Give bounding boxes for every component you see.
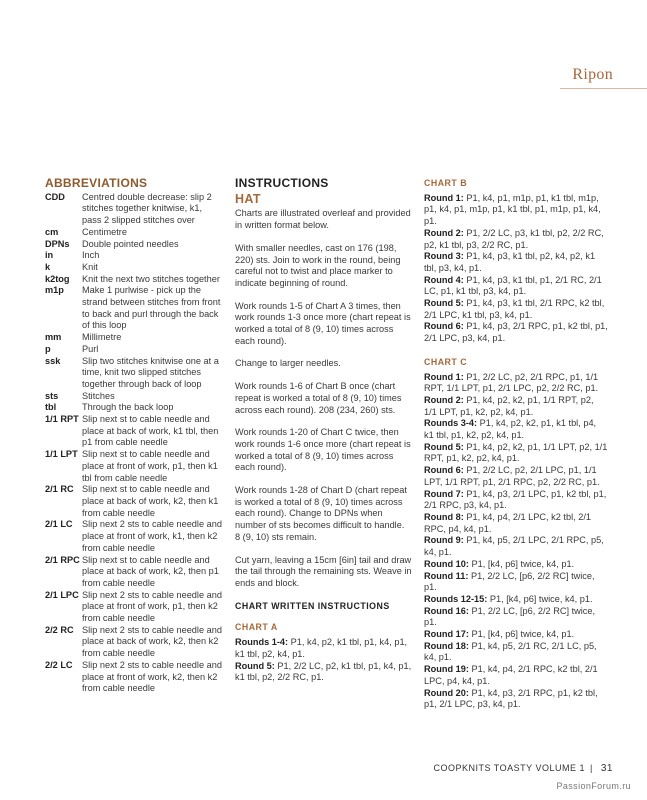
- instruction-paragraph: Change to larger needles.: [235, 358, 341, 369]
- abbreviation-term: CDD: [45, 191, 65, 202]
- round-label: Round 17:: [424, 629, 469, 640]
- round-text: P1, [k4, p6] twice, k4, p1.: [489, 593, 593, 604]
- chart-round: [424, 395, 608, 418]
- chart-round: [235, 661, 412, 684]
- round-text: P1, 2/2 LC, p2, 2/1 LPC, p1, 1/1 LPT, 1/1 RPT, p1, 2/1 RPC, p2, 2/2 RC, p1.: [424, 465, 600, 487]
- instruction-paragraph: Work rounds 1-20 of Chart C twice, then work rounds 1-6 once more (chart repeat is worked a total of 8 (9, 10) times across each round).: [235, 427, 411, 473]
- chart-round: [424, 251, 608, 274]
- chart-a-heading: CHART A: [235, 622, 278, 633]
- round-text: P1, 2/2 LC, p2, 2/1 RPC, p1, 1/1 RPT, 1/1 LPT, p1, 2/1 LPC, p2, 2/2 RC, p1.: [424, 371, 599, 394]
- abbreviation-term: 2/1 LC: [45, 519, 73, 530]
- chart-written-heading: CHART WRITTEN INSTRUCTIONS: [235, 600, 390, 611]
- round-label: Round 5:: [424, 298, 464, 309]
- instruction-paragraph: Work rounds 1-6 of Chart B once (chart repeat is worked a total of 8 (9, 10) times across each round). 208 (234, 260) sts.: [235, 381, 402, 415]
- page-number: 31: [600, 763, 613, 774]
- round-label: Rounds 12-15:: [424, 593, 488, 604]
- round-label: Rounds 1-4:: [235, 637, 289, 648]
- chart-round: [424, 298, 608, 321]
- round-label: Round 8:: [424, 511, 464, 522]
- chart-c-rounds: [424, 372, 608, 711]
- instruction-paragraph: Work rounds 1-5 of Chart A 3 times, then work rounds 1-3 once more (chart repeat is worked a total of 8 (9, 10) times across each round).: [235, 300, 411, 346]
- round-label: Round 10:: [424, 558, 469, 569]
- abbreviation-term: 1/1 LPT: [45, 449, 78, 460]
- round-text: P1, k4, p3, k1 tbl, p1, 2/1 RC, 2/1 LC, p1, k1 tbl, p3, k4, p1.: [424, 274, 602, 297]
- round-text: P1, k4, p3, 2/1 LPC, p1, k2 tbl, p1, 2/1 RPC, p3, k4, p1.: [424, 488, 607, 511]
- chart-b-heading: CHART B: [424, 178, 468, 188]
- abbreviation-definition: Double pointed needles: [82, 238, 179, 249]
- page-title: Ripon: [572, 66, 613, 83]
- chart-round: [424, 664, 608, 687]
- abbreviation-term: 2/1 LPC: [45, 589, 79, 600]
- chart-round: [424, 465, 608, 488]
- chart-round: [424, 442, 608, 465]
- round-text: P1, 2/2 LC, [p6, 2/2 RC] twice, p1.: [424, 570, 595, 593]
- abbreviation-row: [45, 239, 223, 251]
- round-label: Round 7:: [424, 488, 464, 499]
- abbreviations-column: [45, 178, 223, 695]
- chart-round: [424, 559, 608, 571]
- round-text: P1, k4, p2, k2, p1, 1/1 LPT, p2, 1/1 RPT, p1, k2, p2, k4, p1.: [424, 441, 608, 464]
- round-text: P1, k4, p5, 2/1 RC, 2/1 LC, p5, k4, p1.: [424, 640, 597, 663]
- round-text: P1, k4, p3, k1 tbl, 2/1 RPC, k2 tbl, 2/1 LPC, k1 tbl, p3, k4, p1.: [424, 298, 605, 320]
- abbreviation-row: [45, 227, 223, 239]
- abbreviation-row: [45, 484, 223, 519]
- round-label: Round 1:: [424, 192, 464, 203]
- abbreviation-definition: Slip next st to cable needle and place at back of work, k2, then k1 from cable needle: [82, 484, 219, 518]
- chart-round: [424, 275, 608, 298]
- abbreviation-definition: Slip next 2 sts to cable needle and place at front of work, k1, then k2 from cable needle: [82, 519, 222, 553]
- abbreviation-term: m1p: [45, 285, 64, 296]
- watermark: PassionForum.ru: [556, 781, 631, 791]
- chart-b-rounds: [424, 193, 608, 345]
- abbreviation-term: ssk: [45, 355, 61, 366]
- abbreviation-term: in: [45, 250, 54, 261]
- instruction-paragraphs: [235, 208, 412, 589]
- instruction-paragraph: Cut yarn, leaving a 15cm [6in] tail and draw the tail through the remaining sts. Weave in ends and block.: [235, 554, 412, 588]
- round-label: Round 9:: [424, 535, 464, 546]
- round-label: Round 4:: [424, 274, 464, 285]
- round-label: Rounds 3-4:: [424, 418, 478, 429]
- chart-round: [424, 629, 608, 641]
- round-label: Round 16:: [424, 605, 469, 616]
- abbreviation-definition: Knit the next two stitches together: [82, 273, 220, 284]
- chart-round: [424, 372, 608, 395]
- abbreviation-row: [45, 590, 223, 625]
- abbreviation-definition: Through the back loop: [82, 402, 174, 413]
- abbreviation-row: [45, 332, 223, 344]
- abbreviation-row: [45, 402, 223, 414]
- chart-round: [424, 418, 608, 441]
- round-text: P1, k4, p2, k1 tbl, p1, k4, p1, k1 tbl, p2, k4, p1.: [235, 637, 408, 659]
- abbreviation-row: [45, 449, 223, 484]
- abbreviation-row: [45, 519, 223, 554]
- chart-round: [424, 228, 608, 251]
- instruction-paragraph: Work rounds 1-28 of Chart D (chart repeat is worked a total of 8 (9, 10) times across each round). Change to DPNs when number of sts becomes difficult to handle. 8 (9, 10) sts remain.: [235, 485, 407, 542]
- round-label: Round 5:: [424, 441, 464, 452]
- round-label: Round 18:: [424, 640, 469, 651]
- abbreviation-term: 1/1 RPT: [45, 414, 79, 425]
- footer-separator: |: [590, 763, 593, 773]
- abbreviation-term: p: [45, 343, 51, 354]
- abbreviation-definition: Slip next 2 sts to cable needle and place at front of work, p1, then k2 from cable needle: [82, 589, 222, 624]
- abbreviation-term: sts: [45, 390, 59, 401]
- chart-a-rounds: [235, 637, 412, 684]
- round-text: P1, k4, p2, k2, p1, k1 tbl, p4, k1 tbl, p1, k2, p2, k4, p1.: [424, 418, 597, 441]
- round-label: Round 2:: [424, 394, 464, 405]
- abbreviation-row: [45, 391, 223, 403]
- abbreviation-row: [45, 285, 223, 332]
- header-rule: [560, 88, 647, 89]
- round-text: P1, k4, p5, 2/1 LPC, 2/1 RPC, p5, k4, p1.: [424, 535, 604, 558]
- abbreviation-term: k: [45, 261, 51, 272]
- abbreviation-row: [45, 344, 223, 356]
- abbreviation-term: 2/2 LC: [45, 659, 73, 670]
- round-label: Round 11:: [424, 570, 469, 581]
- abbreviation-definition: Slip next st to cable needle and place at back of work, k1 tbl, then p1 from cable needle: [82, 414, 219, 448]
- chart-round: [424, 193, 608, 228]
- abbreviation-row: [45, 192, 223, 227]
- abbreviation-row: [45, 250, 223, 262]
- abbreviation-row: [45, 274, 223, 286]
- abbreviation-term: 2/2 RC: [45, 624, 74, 635]
- chart-round: [424, 535, 608, 558]
- round-text: P1, k4, p3, 2/1 RPC, p1, k2 tbl, p1, 2/1 LPC, p3, k4, p1.: [424, 321, 608, 344]
- abbreviation-term: DPNs: [45, 238, 70, 249]
- chart-round: [424, 688, 608, 711]
- abbreviation-row: [45, 356, 223, 391]
- abbreviations-list: [45, 192, 223, 695]
- abbreviation-row: [45, 262, 223, 274]
- chart-round: [424, 571, 608, 594]
- abbreviation-definition: Slip next 2 sts to cable needle and place at front of work, k2, then k2 from cable needle: [82, 659, 222, 694]
- abbreviation-definition: Inch: [82, 250, 100, 261]
- round-text: P1, k4, p3, k1 tbl, p2, k4, p2, k1 tbl, p3, k4, p1.: [424, 251, 596, 273]
- hat-heading: HAT: [235, 191, 261, 206]
- abbreviation-definition: Slip next st to cable needle and place at front of work, p1, then k1 tbl from cable needle: [82, 449, 218, 483]
- round-text: P1, [k4, p6] twice, k4, p1.: [471, 558, 575, 569]
- round-text: P1, [k4, p6] twice, k4, p1.: [471, 629, 575, 640]
- page-footer: [433, 763, 613, 774]
- abbreviation-definition: Stitches: [82, 390, 115, 401]
- abbreviation-row: [45, 660, 223, 695]
- round-text: P1, k4, p4, 2/1 LPC, k2 tbl, 2/1 RPC, p4, k4, p1.: [424, 511, 591, 534]
- abbreviation-term: cm: [45, 226, 59, 237]
- instructions-column: [235, 178, 412, 684]
- abbreviation-row: [45, 625, 223, 660]
- charts-column: [424, 178, 608, 711]
- abbreviation-definition: Knit: [82, 261, 98, 272]
- abbreviation-definition: Centred double decrease: slip 2 stitches together knitwise, k1, pass 2 slipped stitches over: [82, 191, 212, 226]
- round-text: P1, k4, p4, 2/1 RPC, k2 tbl, 2/1 LPC, p4, k4, p1.: [424, 664, 598, 686]
- round-label: Round 19:: [424, 664, 469, 675]
- round-text: P1, k4, p3, 2/1 RPC, p1, k2 tbl, p1, 2/1 LPC, p3, k4, p1.: [424, 687, 598, 710]
- round-label: Round 5:: [235, 660, 275, 671]
- chart-round: [424, 641, 608, 664]
- chart-round: [424, 321, 608, 344]
- chart-round: [424, 489, 608, 512]
- instruction-paragraph: With smaller needles, cast on 176 (198, 220) sts. Join to work in the round, being careful not to twist and place marker to indicate beginning of round.: [235, 242, 401, 288]
- instruction-paragraph: Charts are illustrated overleaf and provided in written format below.: [235, 208, 411, 231]
- abbreviation-term: 2/1 RC: [45, 484, 74, 495]
- round-label: Round 6:: [424, 465, 464, 476]
- abbreviation-definition: Millimetre: [82, 332, 122, 343]
- round-text: P1, 2/2 LC, p3, k1 tbl, p2, 2/2 RC, p2, k1 tbl, p3, 2/2 RC, p1.: [424, 227, 604, 250]
- round-label: Round 6:: [424, 321, 464, 332]
- abbreviation-term: tbl: [45, 402, 57, 413]
- chart-round: [424, 512, 608, 535]
- abbreviation-term: k2tog: [45, 273, 70, 284]
- round-label: Round 2:: [424, 227, 464, 238]
- abbreviation-definition: Purl: [82, 343, 99, 354]
- round-label: Round 3:: [424, 251, 464, 262]
- chart-c-heading: CHART C: [424, 356, 468, 367]
- abbreviation-definition: Make 1 purlwise - pick up the strand between stitches from front to back and purl through the back of this loop: [82, 285, 221, 331]
- round-label: Round 20:: [424, 687, 469, 698]
- abbreviation-row: [45, 555, 223, 590]
- round-text: P1, k4, p1, m1p, p1, k1 tbl, m1p, p1, k4, p1, m1p, p1, k1 tbl, p1, m1p, p1, k4, p1.: [424, 192, 601, 227]
- chart-round: [235, 637, 412, 660]
- abbreviation-definition: Centimetre: [82, 226, 127, 237]
- chart-round: [424, 594, 608, 606]
- round-text: P1, k4, p2, k2, p1, 1/1 RPT, p2, 1/1 LPT, p1, k2, p2, k4, p1.: [424, 394, 594, 417]
- round-label: Round 1:: [424, 371, 464, 382]
- chart-round: [424, 606, 608, 629]
- round-text: P1, 2/2 LC, [p6, 2/2 RC] twice, p1.: [424, 605, 596, 628]
- abbreviation-row: [45, 414, 223, 449]
- abbreviation-term: mm: [45, 332, 62, 343]
- instructions-heading: INSTRUCTIONS: [235, 176, 329, 190]
- abbreviation-term: 2/1 RPC: [45, 554, 80, 565]
- magazine-title: COOPKNITS TOASTY VOLUME 1: [433, 763, 585, 773]
- abbreviation-definition: Slip next 2 sts to cable needle and place at back of work, k2, then k2 from cable needle: [82, 624, 222, 659]
- abbreviation-definition: Slip two stitches knitwise one at a time, knit two slipped stitches together through back of loop: [82, 355, 219, 389]
- abbreviations-heading: ABBREVIATIONS: [45, 176, 148, 190]
- abbreviation-definition: Slip next st to cable needle and place at back of work, k2, then p1 from cable needle: [82, 554, 219, 588]
- round-text: P1, 2/2 LC, p2, k1 tbl, p1, k4, p1, k1 tbl, p2, 2/2 RC, p1.: [235, 660, 412, 683]
